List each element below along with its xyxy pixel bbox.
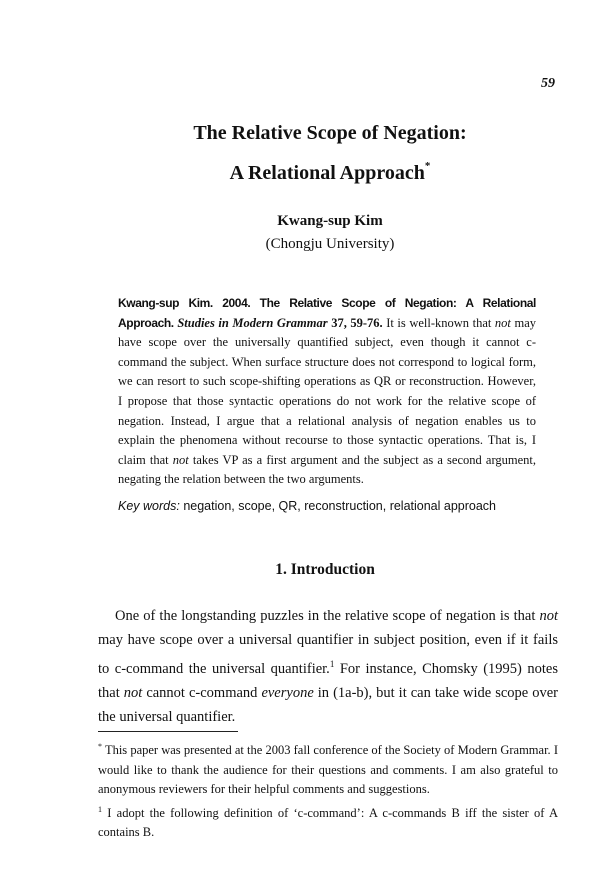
body-text-b: may have scope over a universal quantifier in subject position, even if it fails to c-command the universal quantifier. <box>98 632 558 677</box>
keywords-colon: : <box>176 499 180 513</box>
title-footnote-mark: * <box>424 160 431 172</box>
keywords <box>118 499 548 513</box>
body-text-a: One of the longstanding puzzles in the relative scope of negation is that <box>115 608 536 624</box>
keywords-label: Key words <box>118 499 177 513</box>
body-em-2: not <box>123 685 143 701</box>
section-heading: 1. Introduction <box>275 561 375 578</box>
abstract-text-2: may have scope over the universally quantified subject, even though it cannot c-command the subject. When surface structure does not correspond to logical form, we can resort to such scope-shifting operations as QR or reconstruction. However, I propose that those syntactic operations do not work for the relative scope of negation. Instead, I argue that a relational analysis of negation enables us to explain the phenomena without recourse to those syntactic operations. That is, I claim that <box>118 315 536 467</box>
body-paragraph <box>98 604 558 729</box>
abstract-journal: Studies in Modern Grammar <box>177 315 328 330</box>
body-text-c: For instance, Chomsky (1995) notes that <box>98 661 558 701</box>
body-text-e: in (1a-b), but it can take wide scope over the universal quantifier. <box>98 685 559 725</box>
author-name: Kwang-sup Kim <box>277 213 383 229</box>
paper-title <box>0 117 600 190</box>
title-line-1: The Relative Scope of Negation: <box>193 122 467 144</box>
author-block <box>0 210 600 256</box>
abstract-volume-pages: 37, 59-76. <box>331 315 383 330</box>
keywords-text: negation, scope, QR, reconstruction, relational approach <box>183 499 497 513</box>
body-em-1: not <box>539 608 558 624</box>
abstract-em-1: not <box>494 315 511 330</box>
footnote-1 <box>98 800 558 843</box>
title-line-2 <box>0 150 600 190</box>
author-affiliation: (Chongju University) <box>265 236 395 252</box>
abstract <box>118 294 536 490</box>
footnote-1-mark: 1 <box>98 804 102 814</box>
abstract-text-3: takes VP as a first argument and the subject as a second argument, negating the relation between the two arguments. <box>118 452 537 487</box>
body-em-3: everyone <box>261 685 314 701</box>
footnote-star-mark: * <box>98 742 102 751</box>
body-footnote-ref: 1 <box>329 659 335 669</box>
abstract-citation: Kwang-sup Kim. 2004. The Relative Scope of Negation: A Relational Approach. <box>118 296 536 330</box>
footnote-star-text: This paper was presented at the 2003 fall conference of the Society of Modern Grammar. I would like to thank the audience for their questions and comments. I am also grateful to anonymous reviewers for their helpful comments and suggestions. <box>98 743 558 796</box>
page-number: 59 <box>541 76 555 91</box>
footnotes <box>98 737 558 843</box>
body-text-d: cannot c-command <box>146 685 258 701</box>
footnote-divider <box>98 731 238 732</box>
title-line-2-text: A Relational Approach <box>229 162 425 184</box>
abstract-text-1: It is well-known that <box>386 315 492 330</box>
abstract-em-2: not <box>172 452 189 467</box>
footnote-1-text: I adopt the following definition of ‘c-command’: A c-commands B iff the sister of A contains B. <box>98 805 559 839</box>
footnote-star <box>98 737 558 800</box>
